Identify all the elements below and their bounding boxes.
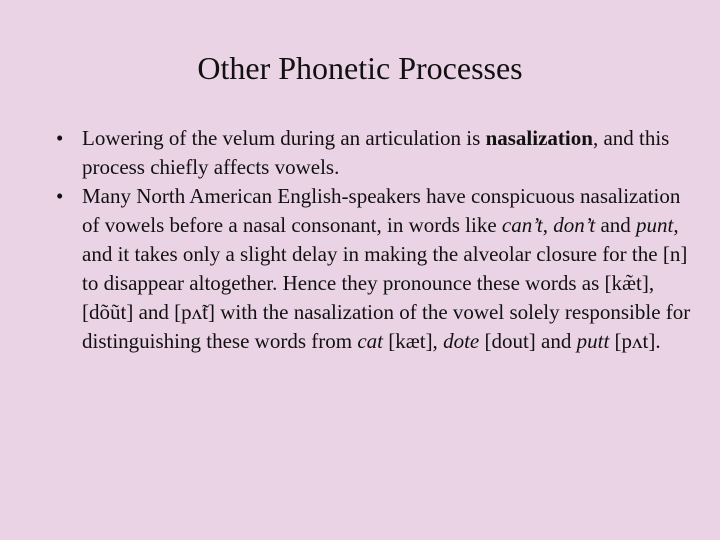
bullet-marker: •	[56, 184, 64, 208]
bullet-text: [kæt],	[382, 329, 444, 353]
bullet-list	[56, 124, 692, 356]
bullet-text: , and this process chiefly affects vowels.	[82, 126, 670, 179]
term-nasalization: nasalization	[485, 126, 593, 150]
slide-title: Other Phonetic Processes	[197, 50, 523, 86]
bullet-text: Many North American English-speakers have conspicuous nasalization of vowels before a nasal consonant, in words like	[82, 184, 681, 237]
bullet-text: [pʌt].	[609, 329, 661, 353]
bullet-text: , and it takes only a slight delay in making the alveolar closure for the [n] to disappear altogether. Hence they pronounce these words as [kæ̃t], [dõũt] and [pʌ̃t] with the nasalization of the vowel solely responsible for distinguishing these words from	[82, 213, 691, 353]
example-word-punt: punt	[636, 213, 674, 237]
bullet-item-north-american	[56, 182, 692, 356]
example-word-cat: cat	[357, 329, 383, 353]
bullet-item-nasalization	[56, 124, 692, 182]
bullet-marker: •	[56, 126, 64, 150]
example-word-dont: don’t	[553, 213, 596, 237]
example-word-cant: can’t	[501, 213, 543, 237]
bullet-text: [dout] and	[479, 329, 577, 353]
example-word-dote: dote	[443, 329, 480, 353]
bullet-text: and	[595, 213, 637, 237]
example-word-putt: putt	[576, 329, 610, 353]
bullet-text: ,	[542, 213, 554, 237]
bullet-text: Lowering of the velum during an articulation is	[82, 126, 486, 150]
